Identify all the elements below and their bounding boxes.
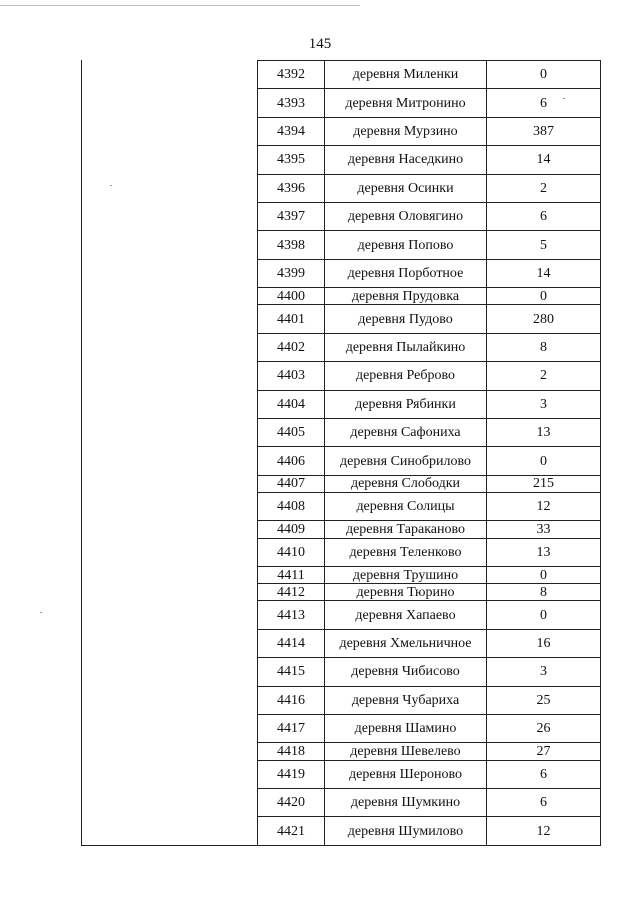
- row-number-cell: 4404: [258, 390, 325, 418]
- row-number-cell: 4419: [258, 760, 325, 788]
- scan-edge-line: [0, 5, 360, 6]
- row-number-cell: 4403: [258, 362, 325, 390]
- settlement-name-cell: деревня Шумкино: [325, 789, 487, 817]
- table-row: [258, 288, 601, 305]
- table-row: [258, 89, 601, 117]
- value-cell: 280: [487, 305, 601, 333]
- table-row: [258, 117, 601, 145]
- table-row: [258, 566, 601, 583]
- table-row: [258, 146, 601, 174]
- settlement-name-cell: деревня Реброво: [325, 362, 487, 390]
- row-number-cell: 4417: [258, 714, 325, 742]
- page-number: 145: [308, 36, 332, 52]
- settlement-name-cell: деревня Тюрино: [325, 584, 487, 601]
- row-number-cell: 4394: [258, 117, 325, 145]
- table-row: [258, 686, 601, 714]
- table-row: [258, 475, 601, 492]
- settlement-name-cell: деревня Чибисово: [325, 658, 487, 686]
- value-cell: 3: [487, 390, 601, 418]
- settlement-name-cell: деревня Порботное: [325, 259, 487, 287]
- settlement-name-cell: деревня Мурзино: [325, 117, 487, 145]
- value-cell: 387: [487, 117, 601, 145]
- table-row: [258, 61, 601, 89]
- table-row: [258, 629, 601, 657]
- value-cell: 14: [487, 259, 601, 287]
- value-cell: 5: [487, 231, 601, 259]
- table-row: [258, 259, 601, 287]
- settlement-name-cell: деревня Шумилово: [325, 817, 487, 846]
- value-cell: 0: [487, 447, 601, 475]
- settlement-name-cell: деревня Оловягино: [325, 202, 487, 230]
- value-cell: 27: [487, 743, 601, 760]
- table-row: [258, 390, 601, 418]
- row-number-cell: 4414: [258, 629, 325, 657]
- row-number-cell: 4416: [258, 686, 325, 714]
- value-cell: 2: [487, 174, 601, 202]
- settlement-name-cell: деревня Шамино: [325, 714, 487, 742]
- table-row: [258, 362, 601, 390]
- table-row: [258, 584, 601, 601]
- row-number-cell: 4402: [258, 333, 325, 361]
- row-number-cell: 4398: [258, 231, 325, 259]
- table-row: [258, 658, 601, 686]
- row-number-cell: 4413: [258, 601, 325, 629]
- settlement-name-cell: деревня Трушино: [325, 566, 487, 583]
- value-cell: 3: [487, 658, 601, 686]
- settlement-name-cell: деревня Чубариха: [325, 686, 487, 714]
- table-row: [258, 202, 601, 230]
- value-cell: 25: [487, 686, 601, 714]
- table-row: [258, 333, 601, 361]
- value-cell: 14: [487, 146, 601, 174]
- value-cell: 12: [487, 817, 601, 846]
- settlement-name-cell: деревня Слободки: [325, 475, 487, 492]
- value-cell: 0: [487, 288, 601, 305]
- table-row: [258, 418, 601, 446]
- row-number-cell: 4408: [258, 492, 325, 520]
- value-cell: 13: [487, 538, 601, 566]
- value-cell: 6: [487, 789, 601, 817]
- value-cell: 16: [487, 629, 601, 657]
- value-cell: 8: [487, 584, 601, 601]
- value-cell: 6: [487, 760, 601, 788]
- value-cell: 0: [487, 601, 601, 629]
- value-cell: 2: [487, 362, 601, 390]
- value-cell: 26: [487, 714, 601, 742]
- table-row: [258, 174, 601, 202]
- row-number-cell: 4392: [258, 61, 325, 89]
- value-cell: 12: [487, 492, 601, 520]
- settlement-name-cell: деревня Рябинки: [325, 390, 487, 418]
- value-cell: 215: [487, 475, 601, 492]
- table-row: [258, 447, 601, 475]
- value-cell: 0: [487, 566, 601, 583]
- settlement-name-cell: деревня Сафониха: [325, 418, 487, 446]
- row-number-cell: 4418: [258, 743, 325, 760]
- registry-table: [257, 60, 601, 846]
- scan-speck: [40, 612, 42, 613]
- settlement-name-cell: деревня Митронино: [325, 89, 487, 117]
- table-row: [258, 305, 601, 333]
- row-number-cell: 4409: [258, 521, 325, 538]
- settlement-name-cell: деревня Миленки: [325, 61, 487, 89]
- row-number-cell: 4396: [258, 174, 325, 202]
- row-number-cell: 4415: [258, 658, 325, 686]
- table-row: [258, 601, 601, 629]
- table-row: [258, 538, 601, 566]
- value-cell: 13: [487, 418, 601, 446]
- settlement-name-cell: деревня Пудово: [325, 305, 487, 333]
- settlement-name-cell: деревня Хапаево: [325, 601, 487, 629]
- row-number-cell: 4401: [258, 305, 325, 333]
- row-number-cell: 4405: [258, 418, 325, 446]
- table-row: [258, 521, 601, 538]
- settlement-name-cell: деревня Пылайкино: [325, 333, 487, 361]
- row-number-cell: 4421: [258, 817, 325, 846]
- settlement-name-cell: деревня Солицы: [325, 492, 487, 520]
- value-cell: 8: [487, 333, 601, 361]
- scan-speck: [110, 185, 112, 186]
- row-number-cell: 4397: [258, 202, 325, 230]
- row-number-cell: 4407: [258, 475, 325, 492]
- row-number-cell: 4406: [258, 447, 325, 475]
- row-number-cell: 4420: [258, 789, 325, 817]
- table-row: [258, 714, 601, 742]
- table-row: [258, 231, 601, 259]
- settlement-name-cell: деревня Шевелево: [325, 743, 487, 760]
- scan-speck: [563, 98, 565, 99]
- table-row: [258, 492, 601, 520]
- value-cell: 0: [487, 61, 601, 89]
- row-number-cell: 4412: [258, 584, 325, 601]
- settlement-name-cell: деревня Шероново: [325, 760, 487, 788]
- row-number-cell: 4400: [258, 288, 325, 305]
- row-number-cell: 4393: [258, 89, 325, 117]
- row-number-cell: 4399: [258, 259, 325, 287]
- registry-table-container: [81, 60, 600, 846]
- row-number-cell: 4410: [258, 538, 325, 566]
- table-row: [258, 789, 601, 817]
- settlement-name-cell: деревня Осинки: [325, 174, 487, 202]
- settlement-name-cell: деревня Наседкино: [325, 146, 487, 174]
- table-row: [258, 817, 601, 846]
- row-number-cell: 4395: [258, 146, 325, 174]
- settlement-name-cell: деревня Теленково: [325, 538, 487, 566]
- settlement-name-cell: деревня Хмельничное: [325, 629, 487, 657]
- settlement-name-cell: деревня Прудовка: [325, 288, 487, 305]
- settlement-name-cell: деревня Попово: [325, 231, 487, 259]
- empty-left-column: [81, 60, 257, 846]
- settlement-name-cell: деревня Синобрилово: [325, 447, 487, 475]
- table-row: [258, 760, 601, 788]
- settlement-name-cell: деревня Тараканово: [325, 521, 487, 538]
- value-cell: 6: [487, 202, 601, 230]
- value-cell: 33: [487, 521, 601, 538]
- table-row: [258, 743, 601, 760]
- value-cell: 6: [487, 89, 601, 117]
- row-number-cell: 4411: [258, 566, 325, 583]
